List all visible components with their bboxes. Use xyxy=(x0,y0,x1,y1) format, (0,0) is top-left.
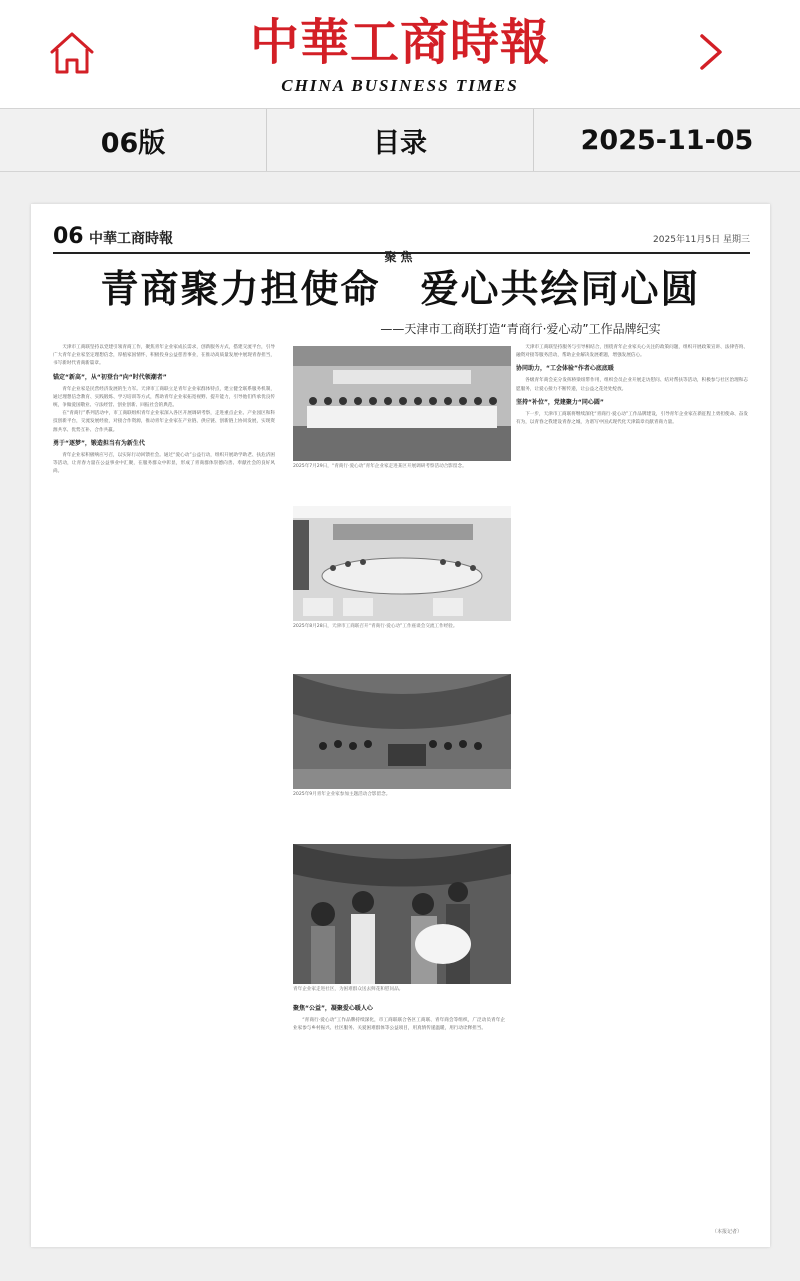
body-paragraph: 天津市工商联坚持服务与引导相结合，围绕青年企业家关心关注的政策问题，组织开展政策宣讲、法律咨询、融资对接等服务活动，帮助企业解决发展难题，增强发展信心。 xyxy=(516,345,748,359)
section-subheading: 坚持“补位”，党建聚力“同心圆” xyxy=(516,398,604,406)
photo-seminar[interactable] xyxy=(293,506,511,636)
home-icon xyxy=(40,22,104,82)
body-paragraph: 天津市工商联坚持以党建引领青商工作，聚焦青年企业家成长需求，创新服务方式，搭建交流平台，引导广大青年企业家坚定理想信念，厚植家国情怀，积极投身公益慈善事业，在推动高质量发展中展现青春担当，书写新时代青商新篇章。 xyxy=(53,345,275,367)
photo-caption: 2025年9月青年企业家参加主题活动合影留念。 xyxy=(293,792,391,797)
page-date: 2025年11月5日 星期三 xyxy=(653,235,750,245)
group-photo-image xyxy=(293,346,511,461)
section-label: 聚焦 xyxy=(384,250,417,264)
photo-caption: 2025年8月28日，天津市工商联召开“青商行·爱心动”工作座谈会交流工作经验。 xyxy=(293,624,458,629)
section-subheading: 勇于“逐梦”，锻造担当有为新生代 xyxy=(53,439,145,447)
section-subheading: 锚定“新高”，从“初登台”向“时代领潮者” xyxy=(53,373,167,381)
tab-bar xyxy=(0,108,800,172)
section-subheading: 聚焦“公益”，凝聚爱心暖人心 xyxy=(293,1005,373,1012)
page-paper-name: 中華工商時報 xyxy=(89,231,173,247)
article-column-middle xyxy=(293,1000,505,1214)
tab-page-number[interactable]: 06版 xyxy=(0,109,267,171)
page-number: 06 xyxy=(53,224,84,249)
section-subheading: 协同助力，“工会体验”作者心底底暖 xyxy=(516,365,614,373)
app-header xyxy=(0,0,800,108)
masthead-chinese-title: 中華工商時報 xyxy=(249,13,550,71)
article-column-right xyxy=(516,344,748,1214)
body-paragraph: 青年企业家是民营经济发展的生力军。天津市工商联立足青年企业家群体特点，建立健全联系服务机制，通过理想信念教育、实践锻炼、学习培训等方式，帮助青年企业家拓宽视野、提升能力，引导他们传承优良传统，争做爱国敬业、守法经营、创业创新、回报社会的典范。 xyxy=(53,386,275,409)
flowers-photo-image xyxy=(293,844,511,984)
seminar-photo-image xyxy=(293,506,511,621)
chevron-right-icon xyxy=(686,24,736,80)
article-column-left xyxy=(53,344,275,1214)
tab-date[interactable]: 2025-11-05 xyxy=(534,109,800,171)
masthead xyxy=(200,10,600,105)
masthead-english-title: CHINA BUSINESS TIMES xyxy=(281,76,519,95)
photo-group-meeting[interactable] xyxy=(293,346,511,476)
photo-caption: 青年企业家走进社区，为困难群众送去鲜花和慰问品。 xyxy=(293,987,404,992)
body-paragraph: 青年企业家积极响应号召，以实际行动回馈社会。通过“爱心动”公益行动，组织开展助学助老、扶危济困等活动，让青春力量在公益事业中汇聚，在服务群众中彰显，形成了青商群体崇德向善、奉献社会的良好风尚。 xyxy=(53,452,275,475)
body-paragraph: 下一步，天津市工商联将继续深化“青商行·爱心动”工作品牌建设，引导青年企业家在新征程上勇担使命、奋发有为，以青春之我建设青春之城，为谱写中国式现代化天津篇章贡献青商力量。 xyxy=(516,411,748,426)
photo-vineyard[interactable] xyxy=(293,674,511,804)
body-paragraph: 在“青商行”系列活动中，市工商联组织青年企业家深入各区开展调研考察，走进重点企业、产业园区和科技创新平台，交流发展经验，对接合作资源，推动青年企业家在产业链、供应链、创新链上协同发展，实现资源共享、优势互补、合作共赢。 xyxy=(53,411,275,433)
newspaper-page[interactable] xyxy=(31,204,770,1247)
headline: 青商聚力担使命 爱心共绘同心圆 xyxy=(100,266,701,311)
body-paragraph: “青商行·爱心动”工作品牌持续深化，市工商联联合各区工商联、青年商会等组织，广泛动员青年企业家参与乡村振兴、社区服务、关爱困难群体等公益项目，用真情传递温暖，用行动诠释担当。 xyxy=(293,1018,505,1032)
subheadline: ——天津市工商联打造“青商行·爱心动”工作品牌纪实 xyxy=(380,322,661,336)
photo-flowers[interactable] xyxy=(293,844,511,994)
article-end-note: （本报记者） xyxy=(711,1229,742,1235)
home-button[interactable] xyxy=(40,22,104,82)
next-page-button[interactable] xyxy=(686,24,736,80)
body-paragraph: 各级青年商会充分发挥桥梁纽带作用，组织会员企业开展走访慰问、结对帮扶等活动，积极参与社区治理和志愿服务，让爱心接力不断传递，让公益之花处处绽放。 xyxy=(516,378,748,392)
vineyard-photo-image xyxy=(293,674,511,789)
tab-contents[interactable]: 目录 xyxy=(267,109,534,171)
photo-caption: 2025年7月29日，“青商行·爱心动”青年企业家走进某区开展调研考察活动合影留念。 xyxy=(293,464,467,469)
